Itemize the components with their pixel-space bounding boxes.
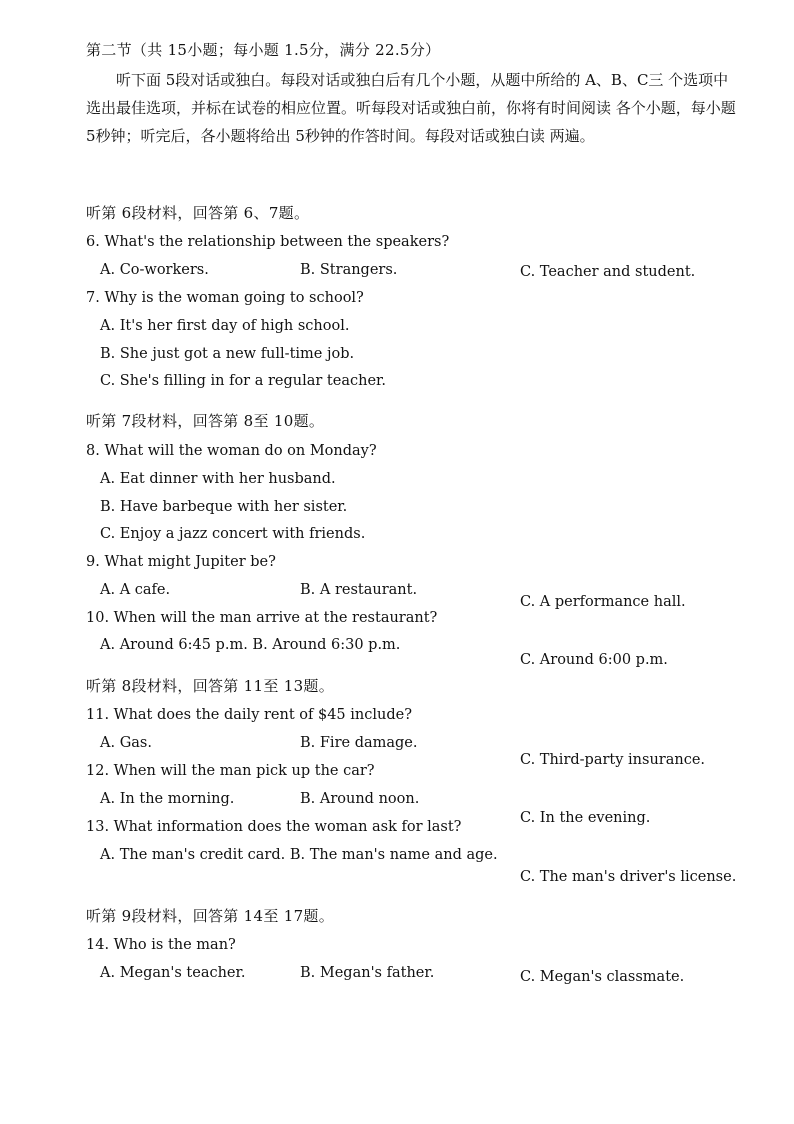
question-11-option-b: B. Fire damage. — [300, 735, 418, 751]
question-10-options-ab: A. Around 6:45 p.m. B. Around 6:30 p.m. — [100, 637, 401, 653]
question-6-option-b: B. Strangers. — [300, 262, 398, 278]
part-8-heading: 听第 8段材料，回答第 11至 13题。 — [86, 677, 335, 695]
question-9-stem: 9. What might Jupiter be? — [86, 554, 276, 570]
part-9-heading: 听第 9段材料，回答第 14至 17题。 — [86, 907, 335, 925]
question-8-option-c: C. Enjoy a jazz concert with friends. — [100, 526, 366, 542]
question-14-option-a: A. Megan's teacher. — [100, 965, 246, 981]
question-7-option-c: C. She's filling in for a regular teacher. — [100, 373, 386, 389]
question-12-option-a: A. In the morning. — [100, 791, 235, 807]
question-6-stem: 6. What's the relationship between the speakers? — [86, 234, 450, 250]
question-11-option-a: A. Gas. — [100, 735, 152, 751]
question-8-option-a: A. Eat dinner with her husband. — [100, 471, 336, 487]
question-7-stem: 7. Why is the woman going to school? — [86, 290, 364, 306]
question-14-stem: 14. Who is the man? — [86, 937, 236, 953]
question-14-option-b: B. Megan's father. — [300, 965, 435, 981]
question-12-option-c: C. In the evening. — [520, 810, 651, 826]
question-9-option-b: B. A restaurant. — [300, 582, 418, 598]
question-6-option-c: C. Teacher and student. — [520, 264, 696, 280]
section-heading: 第二节（共 15小题；每小题 1.5分，满分 22.5分） — [86, 41, 441, 59]
question-7-option-a: A. It's her first day of high school. — [100, 318, 350, 334]
part-7-heading: 听第 7段材料，回答第 8至 10题。 — [86, 412, 325, 430]
question-6-option-a: A. Co-workers. — [100, 262, 209, 278]
question-12-option-b: B. Around noon. — [300, 791, 420, 807]
question-10-option-c: C. Around 6:00 p.m. — [520, 652, 668, 668]
question-13-options-ab: A. The man's credit card. B. The man's name and age. — [100, 847, 498, 863]
question-8-option-b: B. Have barbeque with her sister. — [100, 499, 348, 515]
part-6-heading: 听第 6段材料，回答第 6、7题。 — [86, 204, 310, 222]
question-9-option-a: A. A cafe. — [100, 582, 171, 598]
question-8-stem: 8. What will the woman do on Monday? — [86, 443, 377, 459]
question-7-option-b: B. She just got a new full-time job. — [100, 346, 355, 362]
question-14-option-c: C. Megan's classmate. — [520, 969, 685, 985]
question-12-stem: 12. When will the man pick up the car? — [86, 763, 375, 779]
question-13-option-c: C. The man's driver's license. — [520, 869, 737, 885]
question-13-stem: 13. What information does the woman ask for last? — [86, 819, 462, 835]
question-10-stem: 10. When will the man arrive at the restaurant? — [86, 610, 438, 626]
section-instructions: 听下面 5段对话或独白。每段对话或独白后有几个小题，从题中所给的 A、B、C三 个选项中选出最佳选项，并标在试卷的相应位置。听每段对话或独白前，你将有时间阅读 各个小题，每小题 5秒钟；听完后，各小题将给出 5秒钟的作答时间。每段对话或独白读 两遍。 — [86, 71, 736, 145]
question-9-option-c: C. A performance hall. — [520, 594, 686, 610]
question-11-stem: 11. What does the daily rent of $45 include? — [86, 707, 412, 723]
question-11-option-c: C. Third-party insurance. — [520, 752, 706, 768]
